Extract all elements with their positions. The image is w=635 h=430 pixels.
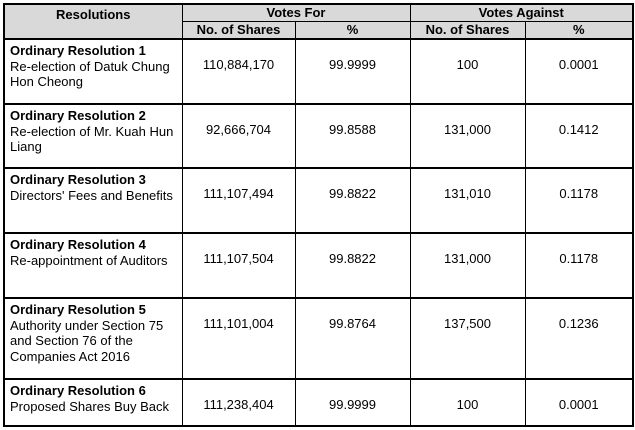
votes-against-percent-value: 0.1236 [525,298,633,379]
votes-for-percent-value: 99.9999 [295,39,410,104]
votes-against-shares-value: 131,000 [410,104,525,168]
votes-for-shares-value: 111,107,504 [182,233,295,298]
votes-against-shares-value: 137,500 [410,298,525,379]
resolution-description: Re-appointment of Auditors [10,252,168,268]
resolution-title: Ordinary Resolution 2 [10,108,146,123]
votes-for-percent-value: 99.9999 [295,379,410,426]
table-row-resolution-6 [4,379,633,426]
table-row-resolution-2 [4,104,633,168]
votes-for-shares-value: 92,666,704 [182,104,295,168]
column-group-votes-for: Votes For [182,4,410,21]
votes-for-shares-value: 110,884,170 [182,39,295,104]
votes-against-percent-value: 0.0001 [525,39,633,104]
column-header-votes-against-percent: % [525,21,633,39]
resolution-title: Ordinary Resolution 5 [10,302,146,317]
votes-against-shares-value: 131,010 [410,168,525,233]
column-header-resolutions: Resolutions [4,4,182,39]
votes-against-percent-value: 0.1412 [525,104,633,168]
resolution-title: Ordinary Resolution 4 [10,237,146,252]
table-body [4,39,633,426]
votes-for-shares-value: 111,101,004 [182,298,295,379]
votes-for-shares-value: 111,238,404 [182,379,295,426]
header-row-groups [4,4,633,21]
votes-against-shares-value: 131,000 [410,233,525,298]
table-header [4,4,633,39]
column-group-votes-against: Votes Against [410,4,633,21]
table-row-resolution-1 [4,39,633,104]
resolution-cell [4,298,182,379]
votes-for-percent-value: 99.8822 [295,233,410,298]
resolution-description: Re-election of Mr. Kuah Hun Liang [10,123,174,154]
votes-for-percent-value: 99.8588 [295,104,410,168]
resolution-cell [4,233,182,298]
resolution-title: Ordinary Resolution 1 [10,43,146,58]
table-row-resolution-5 [4,298,633,379]
votes-against-percent-value: 0.0001 [525,379,633,426]
resolution-description: Re-election of Datuk Chung Hon Cheong [10,58,170,89]
resolution-description: Authority under Section 75 and Section 76 of the Companies Act 2016 [10,317,164,364]
resolution-description: Directors' Fees and Benefits [10,187,173,203]
votes-against-shares-value: 100 [410,379,525,426]
resolution-cell [4,39,182,104]
resolution-cell [4,379,182,426]
resolution-description: Proposed Shares Buy Back [10,398,169,414]
votes-against-shares-value: 100 [410,39,525,104]
column-header-votes-against-shares: No. of Shares [410,21,525,39]
resolution-cell [4,168,182,233]
table-row-resolution-3 [4,168,633,233]
table-row-resolution-4 [4,233,633,298]
votes-for-percent-value: 99.8822 [295,168,410,233]
votes-against-percent-value: 0.1178 [525,168,633,233]
votes-for-percent-value: 99.8764 [295,298,410,379]
votes-for-shares-value: 111,107,494 [182,168,295,233]
resolution-title: Ordinary Resolution 6 [10,383,146,398]
resolutions-votes-table [3,3,634,427]
resolution-cell [4,104,182,168]
votes-against-percent-value: 0.1178 [525,233,633,298]
column-header-votes-for-shares: No. of Shares [182,21,295,39]
resolution-title: Ordinary Resolution 3 [10,172,146,187]
column-header-votes-for-percent: % [295,21,410,39]
